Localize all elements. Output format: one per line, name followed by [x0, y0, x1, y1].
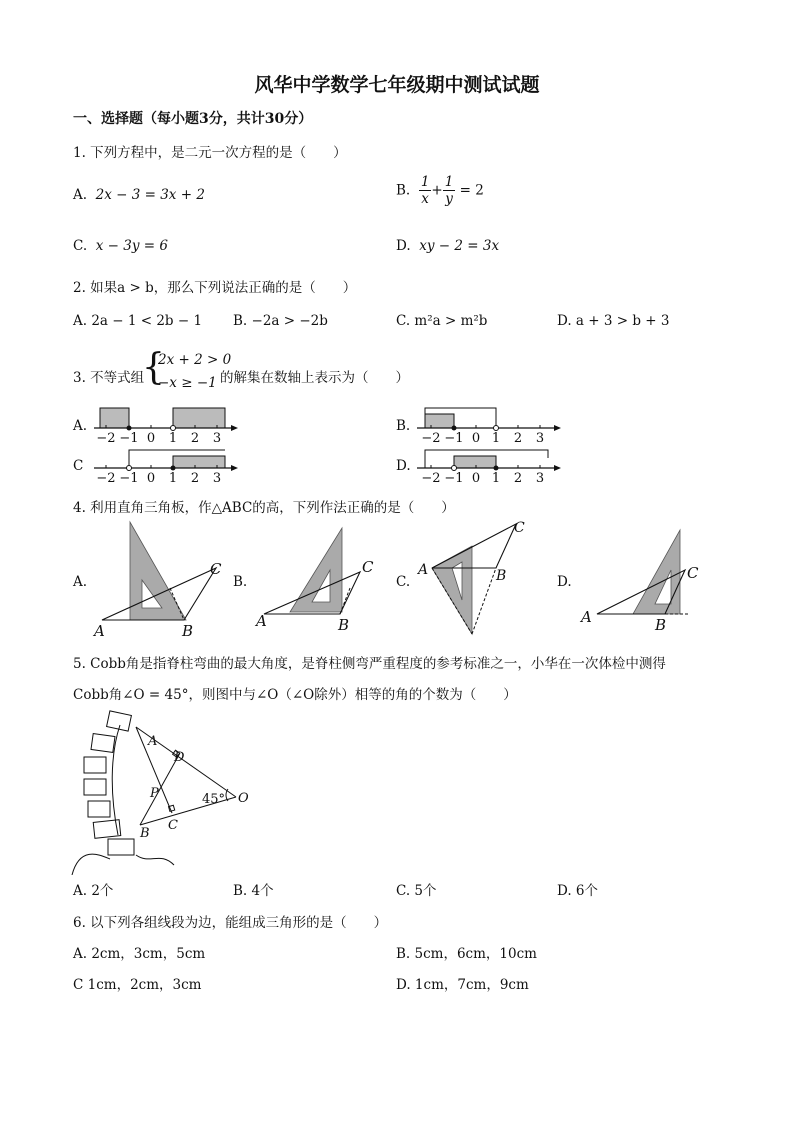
- q5-option-a[interactable]: A. 2个: [73, 883, 114, 899]
- q1-stem: 1. 下列方程中，是二元一次方程的是（ ）: [73, 145, 347, 161]
- point-label: C: [687, 564, 699, 582]
- denominator: x: [421, 191, 429, 207]
- q1-option-a[interactable]: [73, 187, 205, 203]
- point-label: C: [210, 560, 222, 578]
- q6-option-d[interactable]: D. 1cm，7cm，9cm: [396, 977, 529, 993]
- q2-option-c[interactable]: C. m²a > m²b: [396, 313, 488, 329]
- q5-option-b[interactable]: B. 4个: [233, 883, 274, 899]
- tick-label: 0: [471, 471, 481, 486]
- tick-label: 0: [146, 431, 156, 444]
- q6-option-a[interactable]: A. 2cm，3cm，5cm: [73, 946, 206, 962]
- q5-option-d[interactable]: D. 6个: [557, 883, 599, 899]
- number-line-b[interactable]: [415, 404, 565, 444]
- q5-stem-line-2: Cobb角∠O = 45°，则图中与∠O（∠O除外）相等的角的个数为（ ）: [73, 687, 517, 703]
- point-label: C: [514, 520, 525, 536]
- point-label: D: [174, 750, 185, 765]
- point-label: A: [94, 622, 105, 640]
- q3-option-b-label[interactable]: B.: [396, 418, 411, 434]
- q4-option-c-label[interactable]: C.: [396, 574, 411, 590]
- point-label: A: [418, 562, 429, 578]
- point-label: B: [140, 826, 150, 841]
- q2-stem: 2. 如果a > b，那么下列说法正确的是（ ）: [73, 280, 357, 296]
- equation: xy − 2 = 3x: [419, 238, 500, 254]
- denominator: y: [445, 191, 453, 207]
- equation: x − 3y = 6: [95, 238, 168, 254]
- tick-label: −2: [421, 431, 441, 444]
- plus-sign: +: [431, 182, 443, 199]
- point-label: O: [238, 791, 249, 806]
- q2-option-b[interactable]: B. −2a > −2b: [233, 313, 328, 329]
- tick-label: 3: [212, 431, 222, 444]
- fraction: [419, 174, 432, 207]
- q6-stem: 6. 以下列各组线段为边，能组成三角形的是（ ）: [73, 915, 388, 931]
- tick-label: 1: [491, 471, 501, 486]
- point-label: A: [256, 612, 267, 630]
- q3-option-d-label[interactable]: D.: [396, 458, 411, 474]
- q1-option-c[interactable]: [73, 238, 168, 254]
- section-heading: 一、选择题（每小题3分，共计30分）: [73, 111, 313, 127]
- number-line-a[interactable]: [92, 404, 242, 444]
- tick-label: −2: [96, 431, 116, 444]
- q3-option-c-label[interactable]: C: [73, 458, 84, 474]
- q1-option-d[interactable]: [396, 238, 499, 254]
- option-label: A.: [73, 187, 88, 203]
- q3-stem-start: 3. 不等式组: [73, 370, 145, 386]
- tick-label: −1: [119, 431, 139, 444]
- q2-option-d[interactable]: D. a + 3 > b + 3: [557, 313, 670, 329]
- point-label: B: [655, 616, 667, 634]
- numerator: 1: [420, 174, 430, 190]
- q6-option-b[interactable]: B. 5cm，6cm，10cm: [396, 946, 537, 962]
- tick-label: 3: [212, 471, 222, 486]
- q3-stem-end: 的解集在数轴上表示为（ ）: [220, 370, 409, 386]
- point-label: A: [581, 608, 592, 626]
- q5-stem-line-1: 5. Cobb角是指脊柱弯曲的最大角度，是脊柱侧弯严重程度的参考标准之一，小华在一次体检中测得: [73, 656, 666, 672]
- tick-label: 3: [535, 471, 545, 486]
- angle-label: 45°: [202, 792, 226, 807]
- number-line-d[interactable]: [415, 444, 565, 486]
- option-label: D.: [396, 238, 411, 254]
- option-label: B.: [396, 182, 411, 199]
- system-line-1: 2x + 2 > 0: [158, 352, 232, 368]
- point-label: B: [338, 616, 350, 634]
- point-label: B: [182, 622, 194, 640]
- tick-label: 3: [535, 431, 545, 444]
- q3-option-a-label[interactable]: A.: [73, 418, 88, 434]
- q2-option-a[interactable]: A. 2a − 1 < 2b − 1: [73, 313, 203, 329]
- q4-option-d-label[interactable]: D.: [557, 574, 572, 590]
- tick-label: 1: [168, 471, 178, 486]
- tick-label: 2: [513, 431, 523, 444]
- tick-label: −2: [96, 471, 116, 486]
- point-label: C: [362, 558, 374, 576]
- q1-option-b[interactable]: [396, 174, 484, 207]
- tick-label: 2: [190, 431, 200, 444]
- point-label: C: [168, 818, 178, 833]
- tick-label: −1: [444, 431, 464, 444]
- point-label: B: [496, 568, 507, 584]
- point-label: A: [148, 734, 158, 749]
- system-line-2: −x ≥ −1: [158, 375, 217, 391]
- fraction: [443, 174, 456, 207]
- tick-label: 1: [491, 431, 501, 444]
- tick-label: −1: [119, 471, 139, 486]
- option-label: C.: [73, 238, 88, 254]
- tick-label: −2: [421, 471, 441, 486]
- q4-stem: 4. 利用直角三角板，作△ABC的高，下列作法正确的是（ ）: [73, 500, 455, 516]
- tick-label: 1: [168, 431, 178, 444]
- q4-option-b-label[interactable]: B.: [233, 574, 248, 590]
- number-line-c[interactable]: [92, 444, 242, 486]
- equals-value: = 2: [459, 182, 484, 199]
- equation: 2x − 3 = 3x + 2: [95, 187, 205, 203]
- triangle-figure-b[interactable]: [250, 520, 390, 640]
- tick-label: −1: [444, 471, 464, 486]
- q5-option-c[interactable]: C. 5个: [396, 883, 437, 899]
- tick-label: 2: [190, 471, 200, 486]
- numerator: 1: [444, 174, 454, 190]
- q4-option-a-label[interactable]: A.: [73, 574, 88, 590]
- triangle-figure-d[interactable]: [575, 520, 715, 636]
- q6-option-c[interactable]: C 1cm，2cm，3cm: [73, 977, 202, 993]
- system-brace: {: [142, 347, 165, 388]
- spine-figure[interactable]: [70, 705, 260, 875]
- triangle-figure-a[interactable]: [90, 520, 240, 640]
- triangle-figure-c[interactable]: [412, 516, 552, 640]
- tick-label: 0: [146, 471, 156, 486]
- tick-label: 0: [471, 431, 481, 444]
- tick-label: 2: [513, 471, 523, 486]
- page-title: 风华中学数学七年级期中测试试题: [254, 74, 540, 96]
- point-label: P: [150, 786, 159, 801]
